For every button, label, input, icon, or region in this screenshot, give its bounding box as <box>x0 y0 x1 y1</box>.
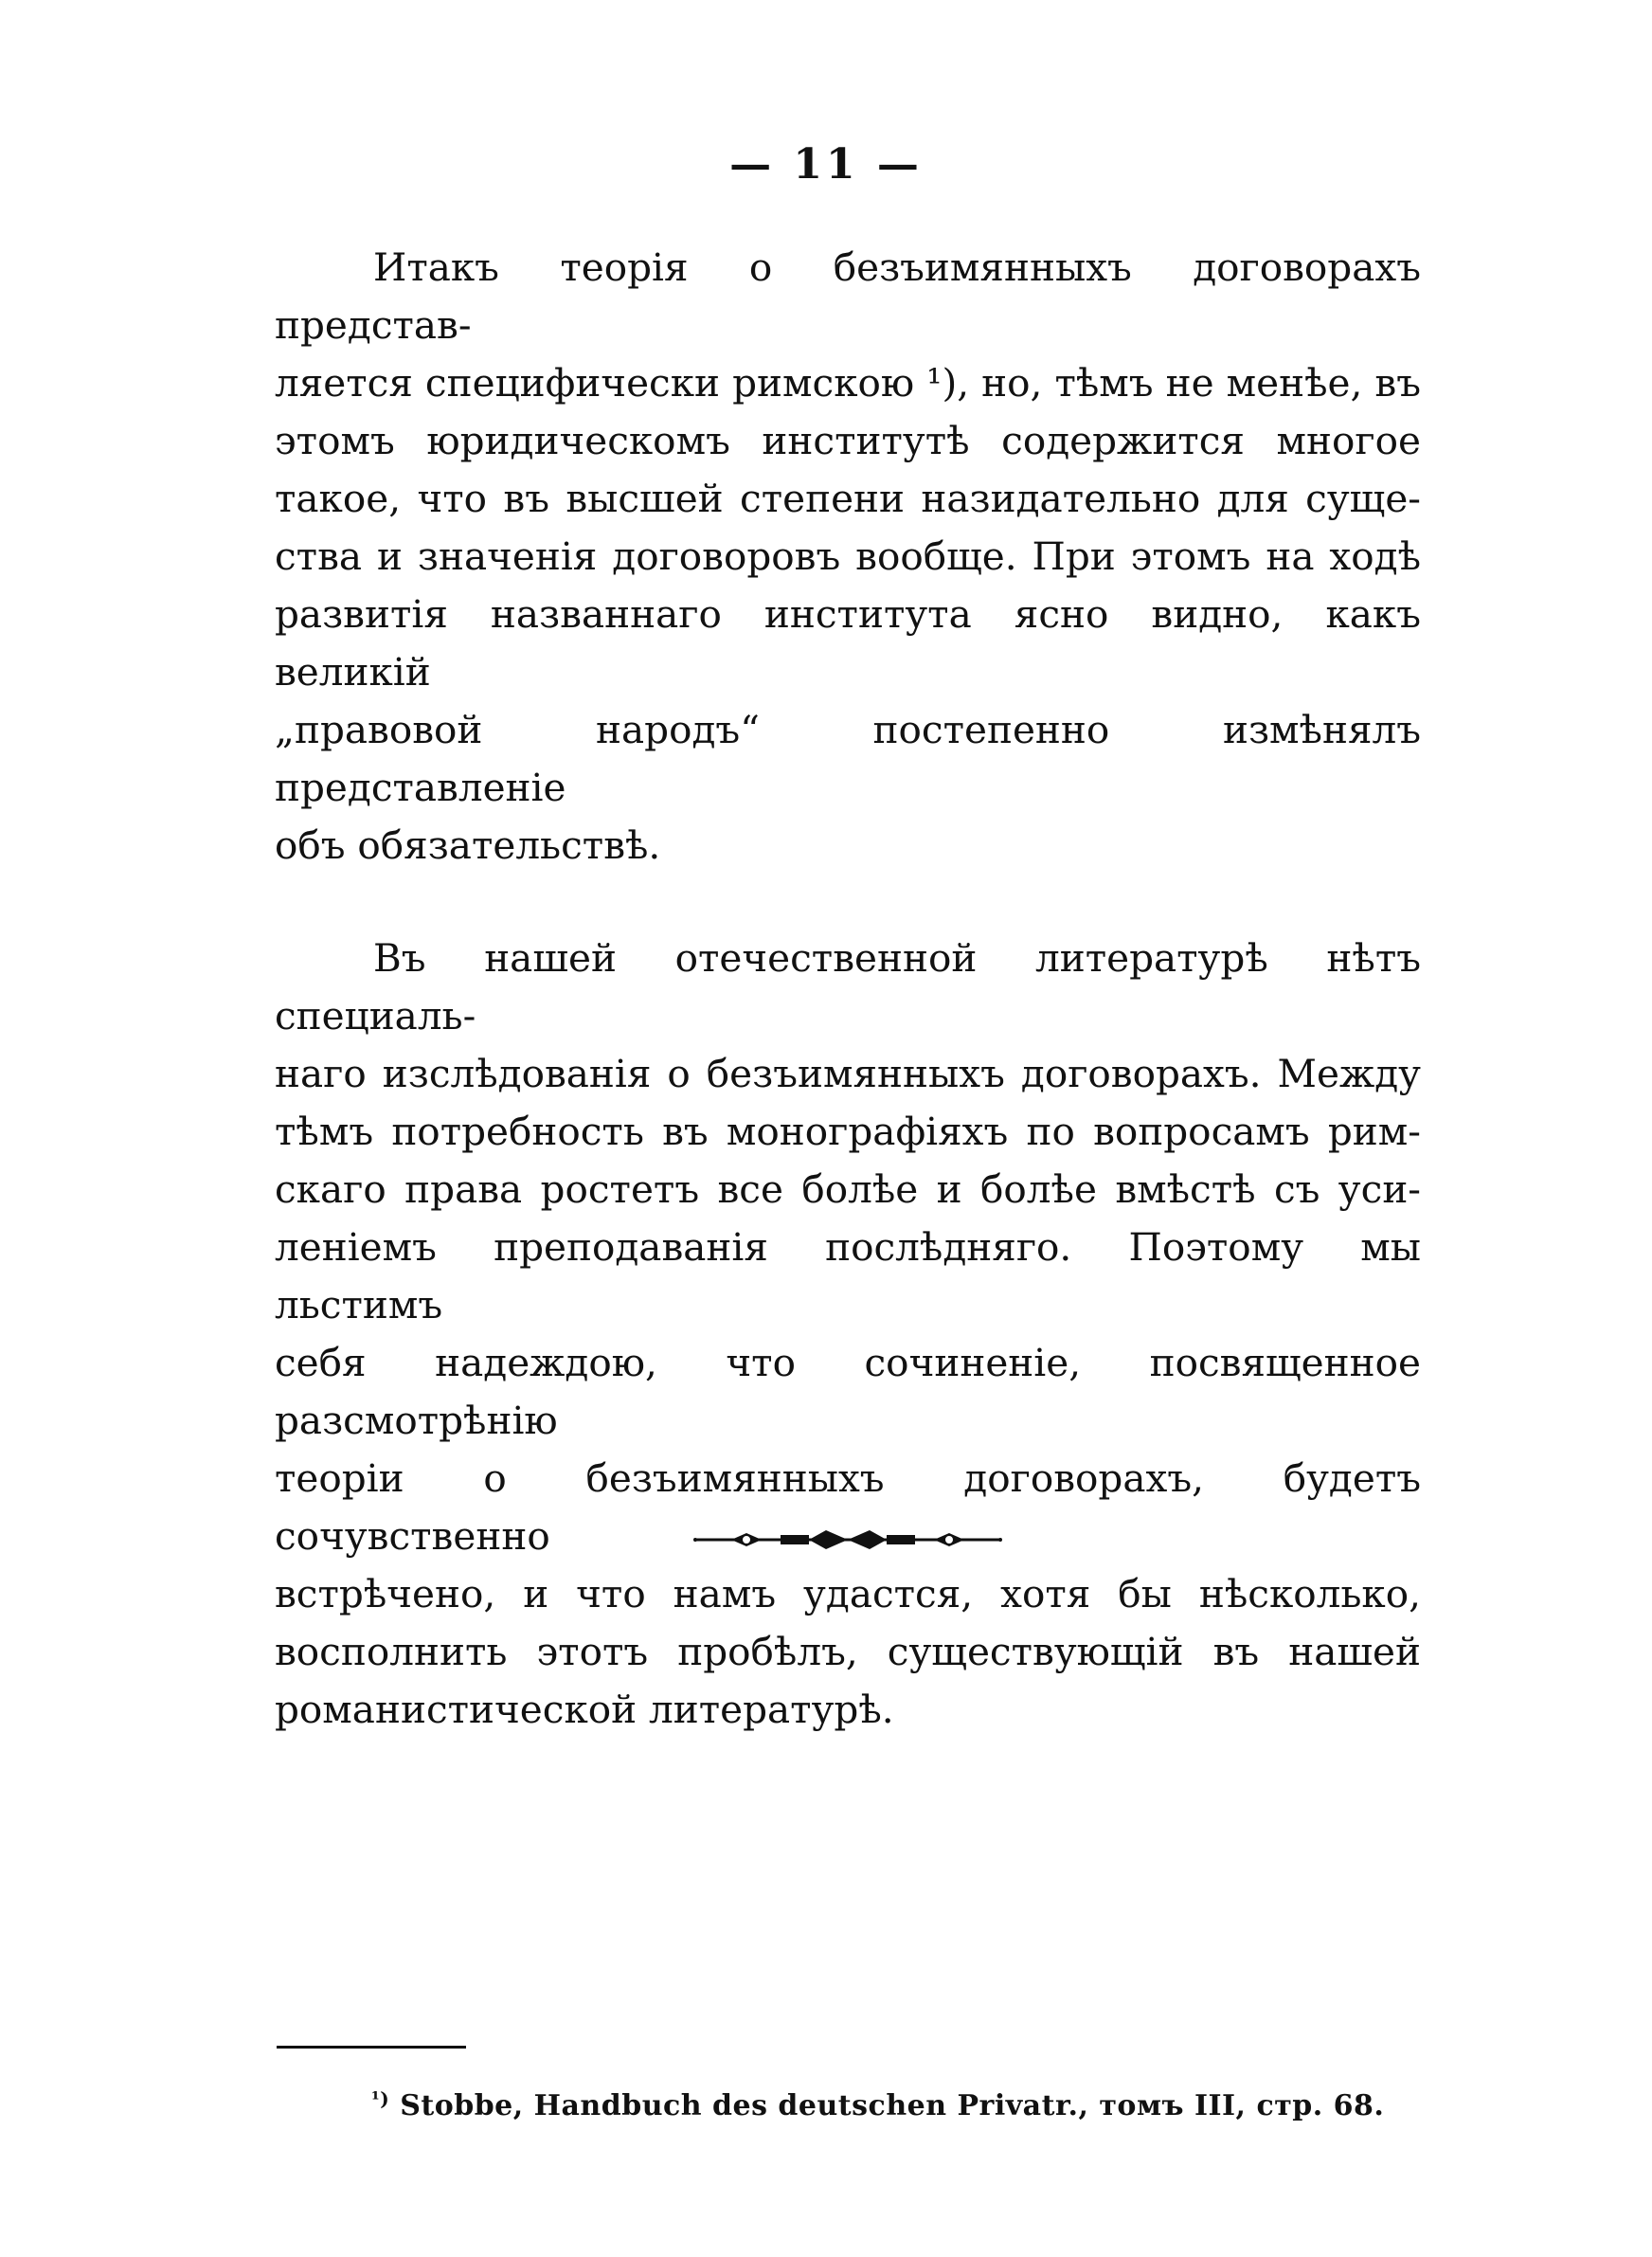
main-text <box>275 239 1421 1794</box>
text-line: такое, что въ высшей степени назидательно для суще- <box>275 476 1421 521</box>
text-line: теоріи о безъимянныхъ договорахъ, будетъ сочувственно <box>275 1455 1421 1559</box>
footnote-text: Stobbe, Handbuch des deutschen Privatr., томъ III, стр. 68. <box>400 2089 1385 2122</box>
footnote-divider <box>277 2046 466 2049</box>
text-line: развитія названнаго института ясно видно, какъ великій <box>275 591 1421 695</box>
text-line: тѣмъ потребность въ монографіяхъ по вопросамъ рим- <box>275 1109 1421 1154</box>
text-line: леніемъ преподаванія послѣдняго. Поэтому мы льстимъ <box>275 1224 1421 1327</box>
text-line: восполнить этотъ пробѣлъ, существующій въ нашей <box>275 1629 1421 1674</box>
text-line: себя надеждою, что сочиненіе, посвященное разсмотрѣнію <box>275 1340 1421 1443</box>
page-number: — 11 — <box>729 140 923 189</box>
text-line: ляется специфически римскою ¹), но, тѣмъ не менѣе, въ <box>275 360 1421 406</box>
text-line: „правовой народъ“ постепенно измѣнялъ представленіе <box>275 707 1421 810</box>
text-line: ства и значенія договоровъ вообще. При этомъ на ходѣ <box>275 533 1421 579</box>
ornament-divider-icon <box>693 1527 1002 1552</box>
text-line: объ обязательствѣ. <box>275 822 661 868</box>
text-line: романистической литературѣ. <box>275 1687 894 1732</box>
text-line: Итакъ теорія о безъимянныхъ договорахъ представ- <box>275 244 1421 348</box>
text-line: встрѣчено, и что намъ удастся, хотя бы нѣсколько, <box>275 1571 1421 1616</box>
paragraph-2 <box>275 930 1421 1739</box>
paragraph-1 <box>275 239 1421 875</box>
footnote <box>371 2080 1413 2125</box>
footnote-marker: ¹) <box>371 2087 390 2110</box>
text-line: Въ нашей отечественной литературѣ нѣтъ специаль- <box>275 935 1421 1038</box>
text-line: этомъ юридическомъ институтѣ содержится многое <box>275 418 1421 463</box>
text-line: наго изслѣдованія о безъимянныхъ договорахъ. Между <box>275 1051 1421 1096</box>
text-line: скаго права ростетъ все болѣе и болѣе вмѣстѣ съ уси- <box>275 1166 1421 1212</box>
